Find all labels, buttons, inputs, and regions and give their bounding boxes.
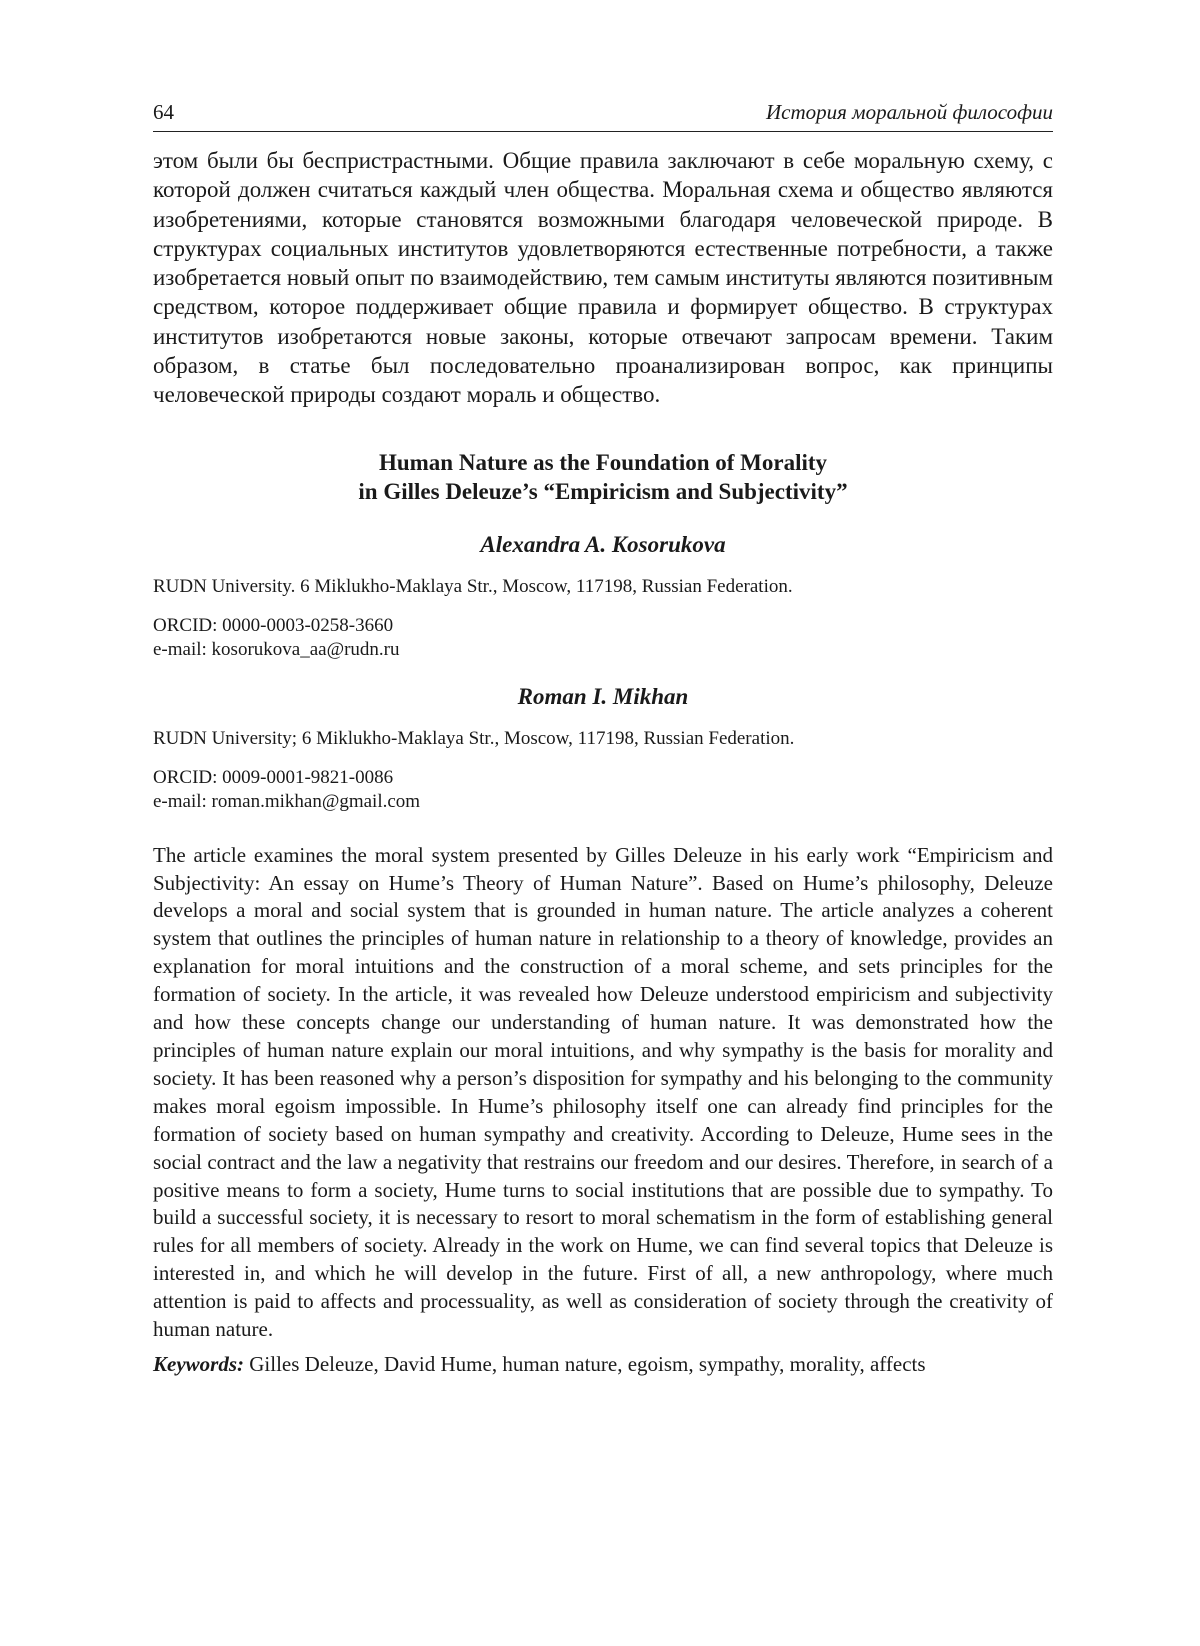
running-header (153, 100, 1053, 132)
russian-paragraph: этом были бы беспристрастными. Общие правила заключают в себе моральную схему, с которой должен считаться каждый член общества. Моральная схема и общество являются изобретениями, которые становятся возможными благодаря человеческой природе. В структурах социальных институтов удовлетворяются естественные потребности, а также изобретается новый опыт по взаимодействию, тем самым институты являются позитивным средством, которое поддерживает общие правила и формирует общество. В структурах институтов изобретаются новые законы, которые отвечают запросам времени. Таким образом, в статье был последовательно проанализирован вопрос, как принципы человеческой природы создают мораль и общество. (153, 148, 1053, 408)
author-name-1: Alexandra A. Kosorukova (480, 531, 726, 557)
keywords (153, 1350, 1053, 1378)
author-contact-1 (153, 614, 1053, 662)
page (153, 100, 1053, 1378)
author-orcid-2: ORCID: 0009-0001-9821-0086 (153, 766, 394, 788)
journal-title: История моральной философии (766, 100, 1053, 124)
page-number: 64 (153, 100, 174, 124)
author-affiliation-1: RUDN University. 6 Miklukho-Maklaya Str., Moscow, 117198, Russian Federation. (153, 575, 793, 597)
author-email-2: e-mail: roman.mikhan@gmail.com (153, 790, 421, 812)
russian-conclusion (153, 146, 1053, 410)
keywords-list: Gilles Deleuze, David Hume, human nature, egoism, sympathy, morality, affects (249, 1351, 926, 1376)
author-email-1: e-mail: kosorukova_aa@rudn.ru (153, 638, 400, 660)
author-affiliation-2: RUDN University; 6 Miklukho-Maklaya Str., Moscow, 117198, Russian Federation. (153, 727, 795, 749)
article-title (153, 448, 1053, 506)
article-title-line-2: in Gilles Deleuze’s “Empiricism and Subjectivity” (358, 478, 848, 504)
author-orcid-1: ORCID: 0000-0003-0258-3660 (153, 614, 394, 636)
article-title-line-1: Human Nature as the Foundation of Morality (378, 449, 828, 475)
keywords-label: Keywords: (153, 1351, 244, 1376)
author-contact-2 (153, 766, 1053, 814)
abstract: The article examines the moral system presented by Gilles Deleuze in his early work “Empiricism and Subjectivity: An essay on Hume’s Theory of Human Nature”. Based on Hume’s philosophy, Deleuze develops a moral and social system that is grounded in human nature. The article analyzes a coherent system that outlines the principles of human nature in relationship to a theory of knowledge, provides an explanation for moral intuitions and the construction of a moral scheme, and sets principles for the formation of society. In the article, it was revealed how Deleuze understood empiricism and subjectivity and how these concepts change our understanding of human nature. It was demonstrated how the principles of human nature explain our moral intuitions, and why sympathy is the basis for morality and society. It has been reasoned why a person’s disposition for sympathy and his belonging to the community makes moral egoism impossible. In Hume’s philosophy itself one can already find principles for the formation of society based on human sympathy and creativity. According to Deleuze, Hume sees in the social contract and the law a negativity that restrains our freedom and our desires. Therefore, in search of a positive means to form a society, Hume turns to social institutions that are possible due to sympathy. To build a successful society, it is necessary to resort to moral schematism in the form of establishing general rules for all members of society. Already in the work on Hume, we can find several topics that Deleuze is interested in, and which he will develop in the future. First of all, a new anthropology, where much attention is paid to affects and processuality, as well as consideration of society through the creativity of human nature. (153, 842, 1053, 1342)
author-name-2: Roman I. Mikhan (517, 683, 689, 709)
